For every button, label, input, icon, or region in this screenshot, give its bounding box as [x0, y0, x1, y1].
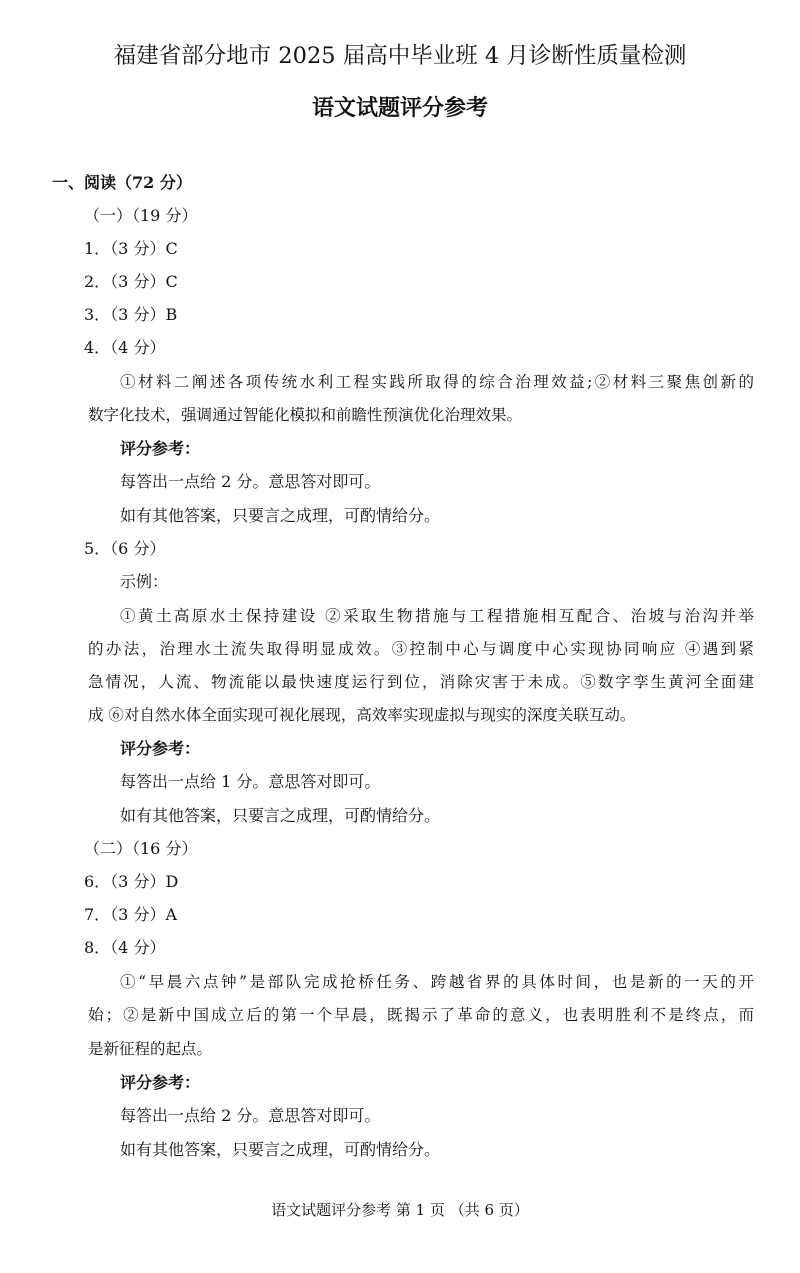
- document-title: 福建省部分地市 2025 届高中毕业班 4 月诊断性质量检测: [113, 43, 687, 69]
- question-5-answer-line: 急情况，人流、物流能以最快速度运行到位，消除灾害于未成。⑤数字孪生黄河全面建: [88, 673, 754, 691]
- question-8-answer-line: 是新征程的起点。: [88, 1040, 213, 1058]
- question-4-heading: 4．（4 分）: [84, 338, 166, 357]
- question-5-answer-line: 成 ⑥对自然水体全面实现可视化展现，高效率实现虚拟与现实的深度关联互动。: [88, 706, 636, 724]
- section-heading-reading: 一、阅读（72 分）: [52, 173, 192, 192]
- question-5-answer-line: ①黄土高原水土保持建设 ②采取生物措施与工程措施相互配合、治坡与治沟并举: [120, 607, 754, 625]
- question-5-scoring-rule: 每答出一点给 1 分。意思答对即可。: [120, 772, 381, 791]
- question-4-scoring-label: 评分参考：: [120, 439, 201, 458]
- part2-heading: （二）（16 分）: [84, 839, 198, 858]
- question-4-scoring-rule: 如有其他答案，只要言之成理，可酌情给分。: [120, 506, 441, 525]
- question-2-answer: 2．（3 分）C: [84, 272, 178, 291]
- question-8-heading: 8．（4 分）: [84, 938, 166, 957]
- question-8-scoring-label: 评分参考：: [120, 1073, 201, 1092]
- question-3-answer: 3．（3 分）B: [84, 305, 178, 324]
- question-5-scoring-label: 评分参考：: [120, 739, 201, 758]
- question-8-scoring-rule: 每答出一点给 2 分。意思答对即可。: [120, 1106, 381, 1125]
- document-subtitle: 语文试题评分参考: [311, 95, 488, 121]
- question-4-answer-line: ①材料二阐述各项传统水利工程实践所取得的综合治理效益;②材料三聚焦创新的: [120, 373, 754, 391]
- question-7-answer: 7．（3 分）A: [84, 905, 178, 924]
- page-footer: 语文试题评分参考 第 1 页 （共 6 页）: [271, 1201, 529, 1219]
- question-5-scoring-rule: 如有其他答案，只要言之成理，可酌情给分。: [120, 806, 441, 825]
- question-6-answer: 6．（3 分）D: [84, 872, 179, 891]
- part1-heading: （一）（19 分）: [84, 206, 198, 225]
- question-4-scoring-rule: 每答出一点给 2 分。意思答对即可。: [120, 472, 381, 491]
- question-8-answer-line: ①“早晨六点钟”是部队完成抢桥任务、跨越省界的具体时间，也是新的一天的开: [120, 973, 754, 991]
- question-4-answer-line: 数字化技术，强调通过智能化模拟和前瞻性预演优化治理效果。: [88, 406, 523, 424]
- question-5-example-label: 示例：: [120, 572, 169, 591]
- question-8-scoring-rule: 如有其他答案，只要言之成理，可酌情给分。: [120, 1140, 441, 1159]
- question-5-answer-line: 的办法，治理水土流失取得明显成效。③控制中心与调度中心实现协同响应 ④遇到紧: [88, 640, 754, 658]
- question-1-answer: 1．（3 分）C: [84, 239, 178, 258]
- question-5-heading: 5．（6 分）: [84, 539, 166, 558]
- question-8-answer-line: 始；②是新中国成立后的第一个早晨，既揭示了革命的意义，也表明胜利不是终点，而: [88, 1006, 754, 1024]
